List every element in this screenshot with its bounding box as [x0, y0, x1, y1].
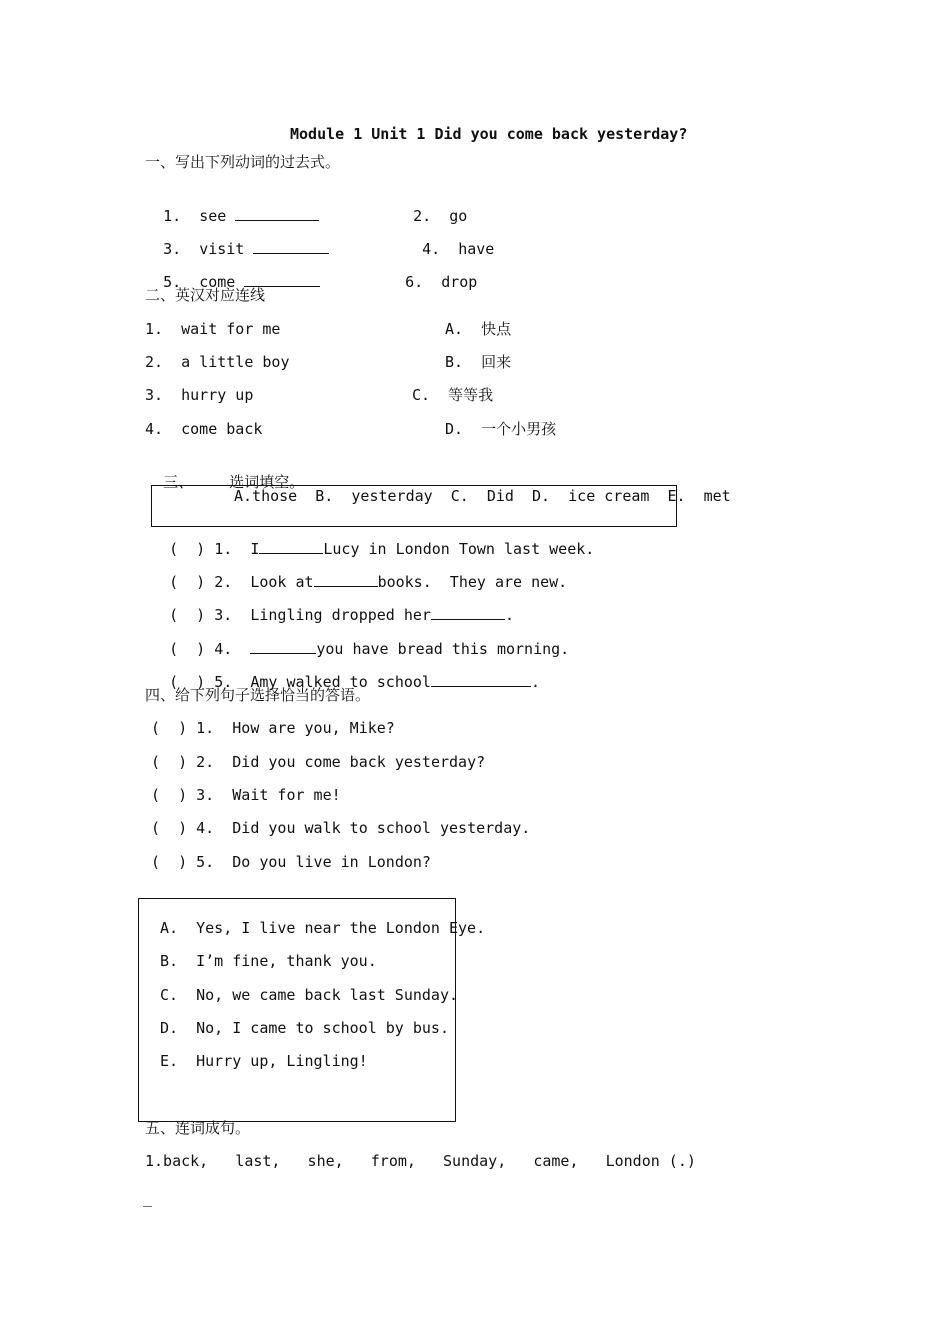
- answer-line[interactable]: _: [143, 1189, 153, 1207]
- s4-question: ( ) 2. Did you come back yesterday?: [151, 753, 486, 771]
- item-word: have: [458, 240, 495, 258]
- s4-question: ( ) 1. How are you, Mike?: [151, 719, 395, 737]
- question-stem: ( ) 5. Amy walked to school: [169, 673, 431, 691]
- s4-question: ( ) 5. Do you live in London?: [151, 853, 431, 871]
- s3-question-4: [151, 619, 570, 658]
- question-stem: ( ) 3. Lingling dropped her: [169, 606, 431, 624]
- page-title: Module 1 Unit 1 Did you come back yesterday?: [290, 125, 688, 143]
- item-number: 2.: [413, 207, 432, 225]
- match-right-item: D. 一个小男孩: [445, 420, 557, 438]
- s1-item-1: [145, 186, 319, 225]
- word-bank-options: A.those B. yesterday C. Did D. ice cream E. met: [234, 487, 731, 505]
- answer-blank[interactable]: [431, 672, 531, 687]
- s4-question: ( ) 3. Wait for me!: [151, 786, 341, 804]
- s3-question-3: [151, 585, 514, 624]
- item-number: 5.: [163, 273, 182, 291]
- item-word: come: [199, 273, 236, 291]
- section-5-heading: 五、连词成句。: [145, 1119, 251, 1137]
- question-tail: Lucy in London Town last week.: [323, 540, 595, 558]
- match-left-item: 3. hurry up: [145, 386, 254, 404]
- match-right-item: A. 快点: [445, 320, 512, 338]
- section-title: 选词填空。: [229, 473, 305, 491]
- item-word: go: [449, 207, 468, 225]
- match-left-item: 1. wait for me: [145, 320, 281, 338]
- answer-option: D. No, I came to school by bus.: [160, 1019, 449, 1037]
- s1-item-5: [145, 252, 320, 291]
- s5-question-1: 1.back, last, she, from, Sunday, came, London (.): [145, 1152, 696, 1170]
- s3-question-5: [151, 652, 540, 691]
- item-word: visit: [199, 240, 245, 258]
- answer-option: C. No, we came back last Sunday.: [160, 986, 459, 1004]
- answer-option: B. I’m fine, thank you.: [160, 952, 377, 970]
- s1-item-3: [145, 219, 329, 258]
- match-left-item: 2. a little boy: [145, 353, 290, 371]
- item-number: 4.: [422, 240, 441, 258]
- match-left-item: 4. come back: [145, 420, 263, 438]
- s1-item-6: [387, 252, 478, 291]
- item-number: 1.: [163, 207, 182, 225]
- item-number: 6.: [405, 273, 424, 291]
- section-1-heading: 一、写出下列动词的过去式。: [145, 153, 341, 171]
- item-word: drop: [441, 273, 478, 291]
- match-right-item: C. 等等我: [412, 386, 494, 404]
- section-number: 三、: [163, 473, 194, 491]
- answer-option: E. Hurry up, Lingling!: [160, 1052, 368, 1070]
- s3-question-2: [151, 552, 568, 591]
- s1-item-4: [404, 219, 495, 258]
- match-right-item: B. 回来: [445, 353, 512, 371]
- item-number: 3.: [163, 240, 182, 258]
- section-2-heading: 二、英汉对应连线: [145, 286, 266, 304]
- s4-question: ( ) 4. Did you walk to school yesterday.: [151, 819, 531, 837]
- section-3-heading: [145, 452, 305, 491]
- question-tail: .: [504, 606, 514, 624]
- section-4-heading: 四、给下列句子选择恰当的答语。: [145, 686, 371, 704]
- answer-option: A. Yes, I live near the London Eye.: [160, 919, 486, 937]
- question-stem: ( ) 4.: [169, 640, 251, 658]
- s1-item-2: [395, 186, 468, 225]
- question-tail: books. They are new.: [377, 573, 568, 591]
- answer-blank[interactable]: [431, 605, 505, 620]
- question-tail: .: [530, 673, 540, 691]
- item-word: see: [199, 207, 227, 225]
- question-tail: you have bread this morning.: [316, 640, 570, 658]
- question-stem: ( ) 2. Look at: [169, 573, 314, 591]
- s3-question-1: [151, 519, 595, 558]
- question-stem: ( ) 1. I: [169, 540, 260, 558]
